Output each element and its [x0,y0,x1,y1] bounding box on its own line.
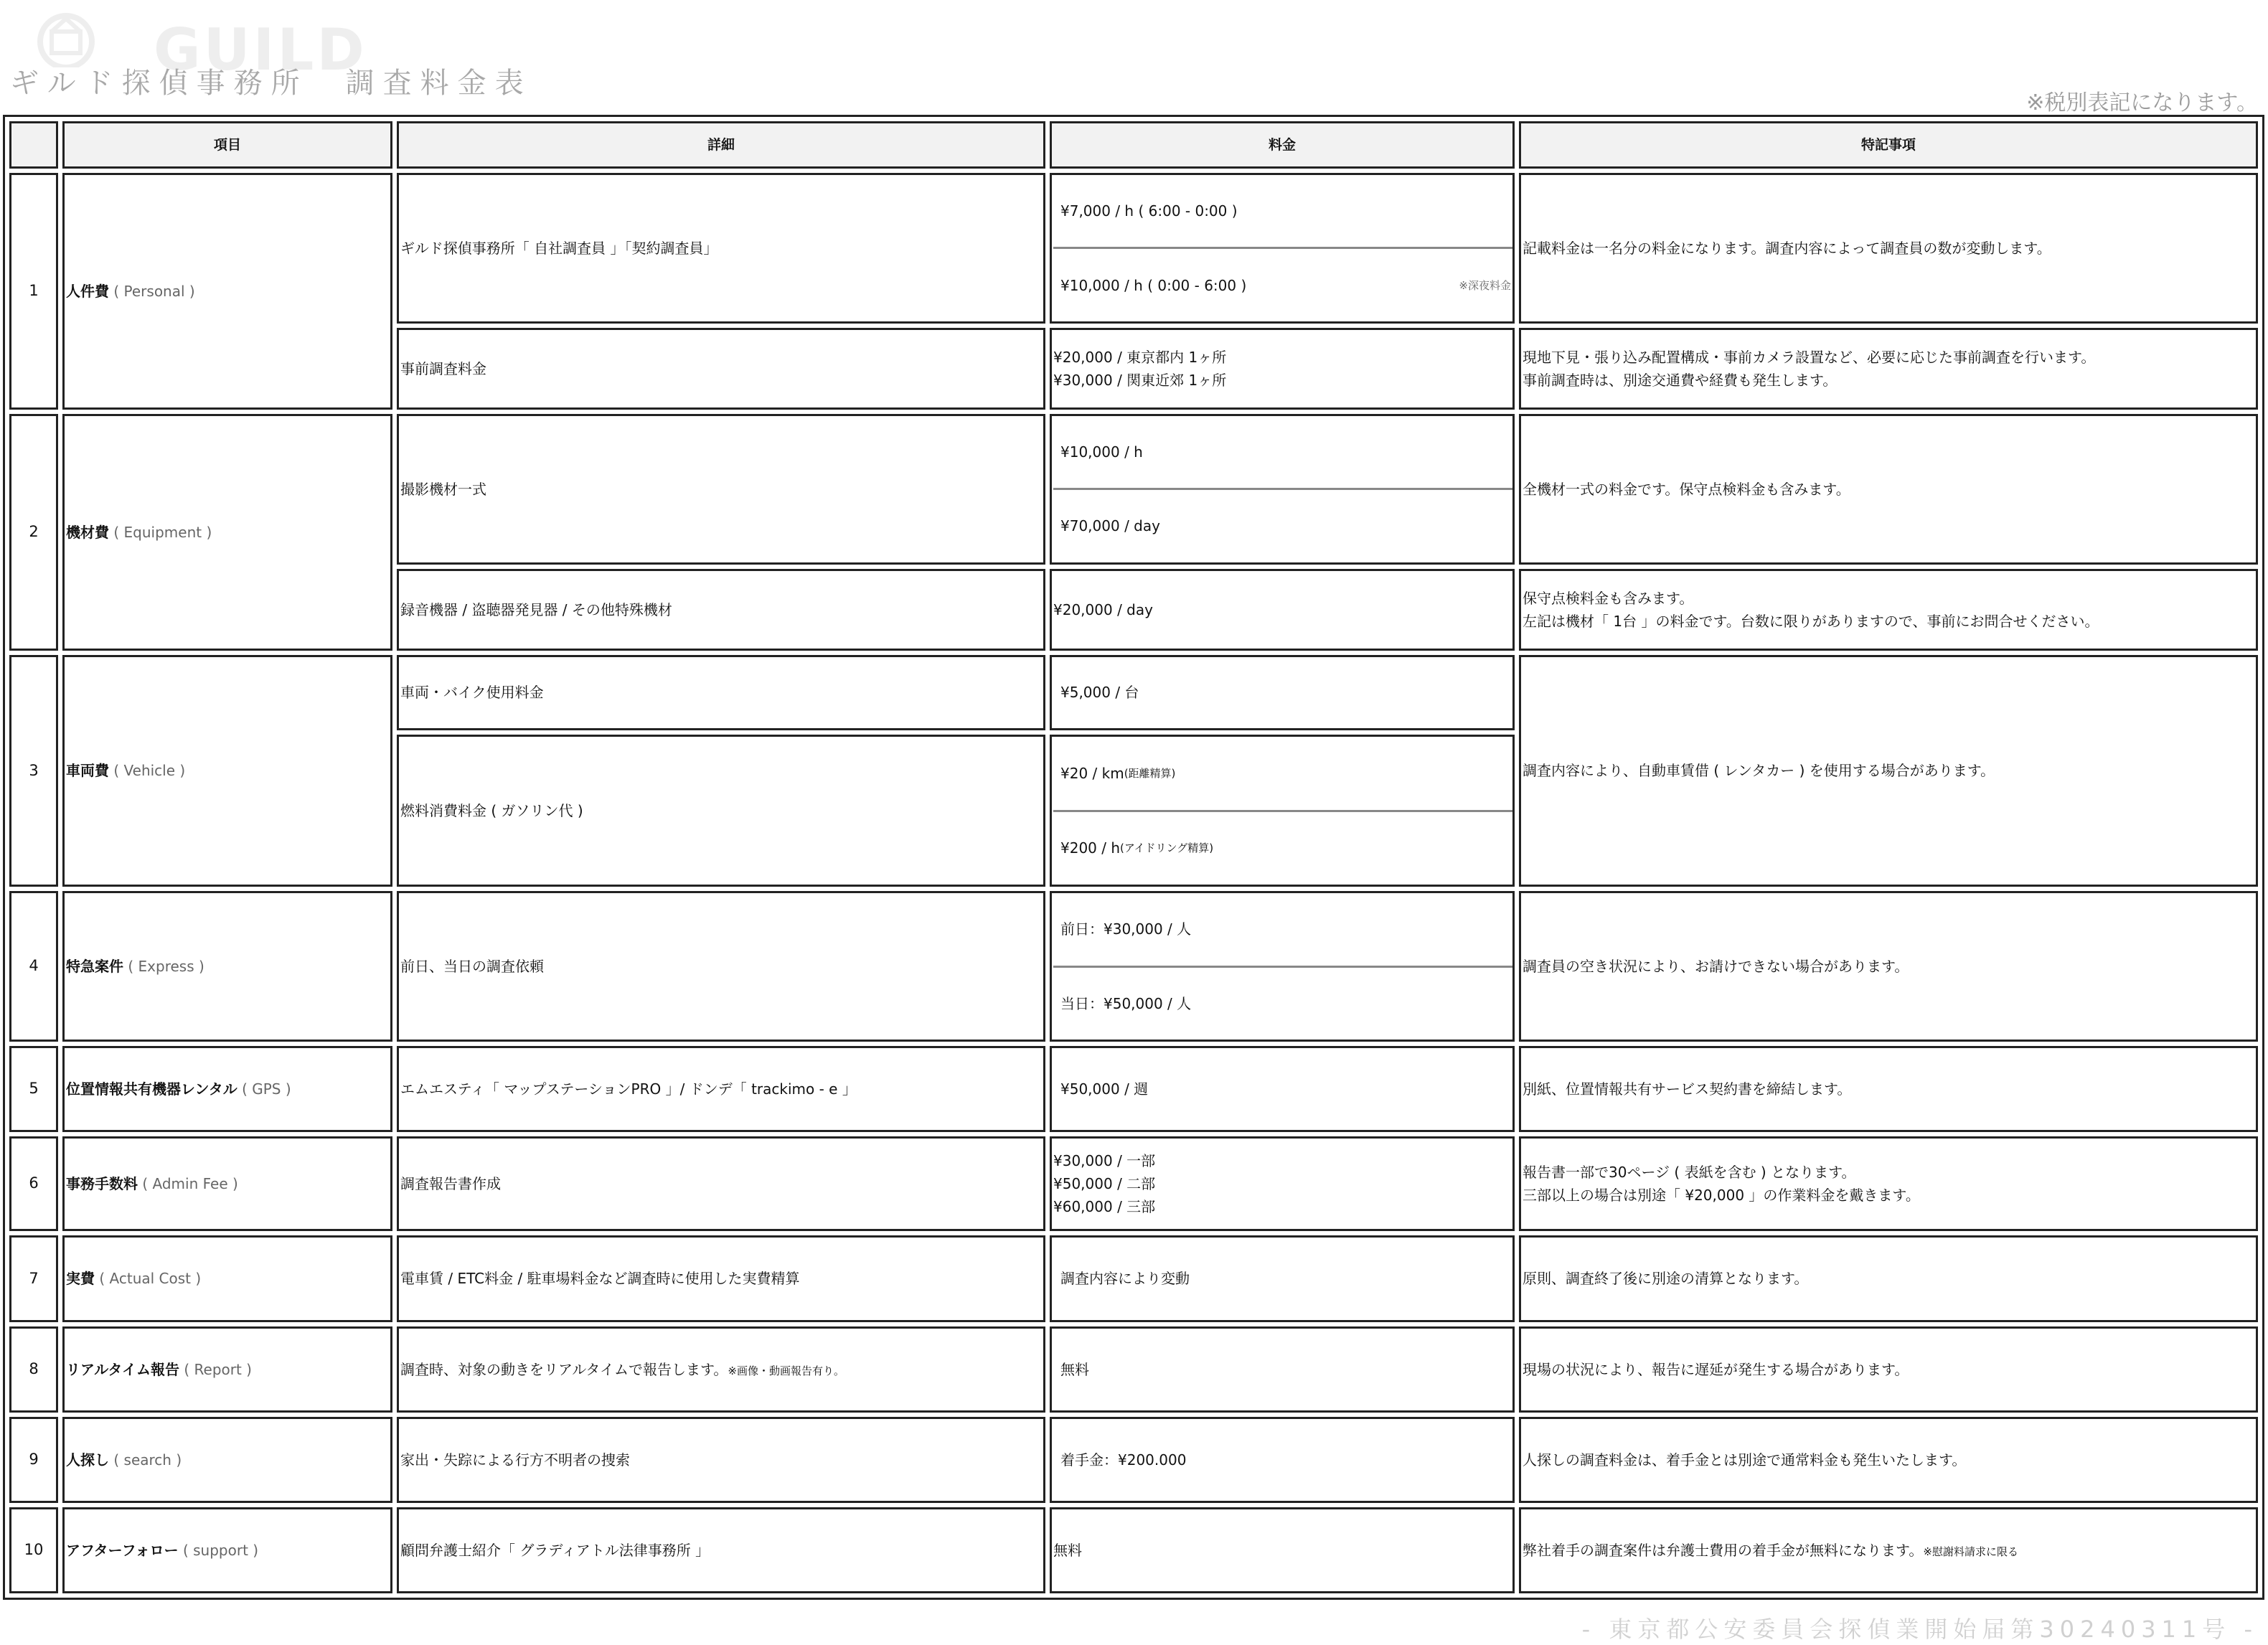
table-row [9,414,2258,565]
note-line: 左記は機材「 1台 」の料金です。台数に限りがありますので、事前にお問合せください。 [1523,612,2099,630]
fee-value: ¥20 / km [1060,765,1124,783]
header-row [9,121,2258,169]
note-cell: 調査内容により、自動車賃借 ( レンタカー ) を使用する場合があります。 [1519,655,2258,887]
row-number: 2 [9,414,58,651]
fee-value: ¥10,000 / h [1060,443,1143,461]
note-cell: 現場の状況により、報告に遅延が発生する場合があります。 [1519,1326,2258,1413]
detail-cell: エムエスティ「 マップステーションPRO 」/ ドンデ「 trackimo - e 」 [397,1046,1045,1132]
fee-cell [1050,1046,1515,1132]
fee-line [1053,810,1512,885]
fee-line [1053,966,1512,1040]
note-cell: 原則、調査終了後に別途の清算となります。 [1519,1235,2258,1321]
item-en: ( Admin Fee ) [142,1175,238,1193]
item-report [62,1326,392,1413]
table-row [9,655,2258,731]
fee-cell [1050,1235,1515,1321]
item-express [62,891,392,1042]
row-number: 4 [9,891,58,1042]
fee-cell [1050,414,1515,565]
item-label: 事務手数料 [66,1175,138,1193]
item-label: 特急案件 [66,958,123,976]
table-row [9,1507,2258,1593]
note-line: 現地下見・張り込み配置構成・事前カメラ設置など、必要に応じた事前調査を行います。 [1523,348,2096,366]
item-en: ( Personal ) [113,282,195,300]
row-number: 7 [9,1235,58,1321]
note-line: 報告書一部で30ページ ( 表紙を含む ) となります。 [1523,1164,1856,1182]
fee-line [1053,488,1512,562]
item-en: ( GPS ) [242,1080,291,1098]
table-row [9,1326,2258,1413]
item-label: 実費 [66,1270,95,1288]
table-row [9,1046,2258,1132]
fee-value: 当日：¥50,000 / 人 [1060,994,1192,1012]
item-en: ( Report ) [184,1360,252,1378]
fee-value: 着手金：¥200.000 [1060,1451,1187,1469]
fee-value: ¥50,000 / 週 [1060,1080,1149,1098]
item-en: ( Equipment ) [113,523,212,541]
note-cell: 調査員の空き状況により、お請けできない場合があります。 [1519,891,2258,1042]
item-en: ( Actual Cost ) [99,1270,202,1288]
item-label: アフターフォロー [66,1541,179,1559]
item-en: ( support ) [182,1541,259,1559]
fee-cell [1050,1326,1515,1413]
row-number: 5 [9,1046,58,1132]
table-row [9,1136,2258,1231]
item-label: 位置情報共有機器レンタル [66,1080,237,1098]
fee-value: ¥60,000 / 三部 [1053,1198,1156,1216]
fee-cell [1050,173,1515,324]
header-detail: 詳細 [397,121,1045,169]
row-number: 6 [9,1136,58,1231]
guild-logo [10,10,367,83]
fee-cell [1050,328,1515,410]
detail-cell: 調査報告書作成 [397,1136,1045,1231]
price-table [3,115,2264,1600]
fee-value: ¥7,000 / h ( 6:00 - 0:00 ) [1060,202,1238,220]
row-number: 3 [9,655,58,887]
detail-cell: 録音機器 / 盗聴器発見器 / その他特殊機材 [397,569,1045,651]
item-en: ( search ) [113,1451,182,1469]
row-number: 10 [9,1507,58,1593]
fee-cell [1050,655,1515,731]
detail-cell [397,1326,1045,1413]
fee-line [1053,175,1512,247]
table-row [9,1235,2258,1321]
item-label: 人件費 [66,282,109,300]
note-line: 三部以上の場合は別途「 ¥20,000 」の作業料金を戴きます。 [1523,1187,1920,1205]
detail-cell: 電車賃 / ETC料金 / 駐車場料金など調査時に使用した実費精算 [397,1235,1045,1321]
detail-cell: ギルド探偵事務所「 自社調査員 」「契約調査員」 [397,173,1045,324]
fee-value: ¥10,000 / h ( 0:00 - 6:00 ) [1060,276,1247,294]
item-gps [62,1046,392,1132]
fee-cell [1050,735,1515,887]
logo-mark-icon [23,10,131,67]
fee-cell [1050,891,1515,1042]
detail-cell: 家出・失踪による行方不明者の捜索 [397,1417,1045,1503]
fee-line [1053,737,1512,809]
item-label: 人探し [66,1451,109,1469]
fee-value: ¥5,000 / 台 [1060,684,1139,702]
fee-line [1053,416,1512,488]
night-fee-tag: ※深夜料金 [1459,278,1511,292]
note-cell [1519,1136,2258,1231]
fee-cell: ¥20,000 / day [1050,569,1515,651]
fee-value: ¥200 / h [1060,839,1121,857]
table-row [9,173,2258,324]
item-label: 車両費 [66,762,109,780]
note-subnote: ※慰謝料請求に限る [1923,1545,2018,1558]
fee-value: ¥30,000 / 一部 [1053,1152,1156,1170]
page-title: ギルド探偵事務所 調査料金表 [10,67,532,100]
note-cell: 別紙、位置情報共有サービス契約書を締結します。 [1519,1046,2258,1132]
detail-cell: 顧問弁護士紹介「 グラディアトル法律事務所 」 [397,1507,1045,1593]
fee-value: ¥30,000 / 関東近郊 1ヶ所 [1053,371,1227,389]
note-cell: 記載料金は一名分の料金になります。調査内容によって調査員の数が変動します。 [1519,173,2258,324]
item-en: ( Express ) [128,958,204,976]
detail-text: 調査時、対象の動きをリアルタイムで報告します。 [400,1360,728,1378]
item-support [62,1507,392,1593]
note-cell [1519,1507,2258,1593]
fee-value: 前日：¥30,000 / 人 [1060,920,1192,938]
header-fee: 料金 [1050,121,1515,169]
row-number: 9 [9,1417,58,1503]
fee-subnote: (距離精算) [1124,767,1176,781]
note-cell: 全機材一式の料金です。保守点検料金も含みます。 [1519,414,2258,565]
detail-cell: 前日、当日の調査依頼 [397,891,1045,1042]
table-row [9,1417,2258,1503]
detail-subnote: ※画像・動画報告有り。 [728,1364,844,1377]
fee-subnote: (アイドリング精算) [1120,842,1214,855]
header-item: 項目 [62,121,392,169]
note-cell [1519,569,2258,651]
header-note: 特記事項 [1519,121,2258,169]
row-number: 8 [9,1326,58,1413]
fee-cell [1050,1136,1515,1231]
detail-cell: 撮影機材一式 [397,414,1045,565]
note-text: 弊社着手の調査案件は弁護士費用の着手金が無料になります。 [1523,1541,1924,1559]
item-personal [62,173,392,410]
row-number: 1 [9,173,58,410]
item-label: リアルタイム報告 [66,1360,179,1378]
table-row [9,891,2258,1042]
item-equipment [62,414,392,651]
item-actual-cost [62,1235,392,1321]
fee-cell: 無料 [1050,1507,1515,1593]
note-line: 事前調査時は、別途交通費や経費も発生します。 [1523,371,1838,389]
note-line: 保守点検料金も含みます。 [1523,589,1694,607]
detail-cell: 事前調査料金 [397,328,1045,410]
fee-value: 調査内容により変動 [1060,1270,1190,1288]
registration-footer: - 東京都公安委員会探偵業開始届第30240311号 - [1581,1616,2258,1643]
item-admin-fee [62,1136,392,1231]
logo-text: GUILD [154,17,367,83]
item-label: 機材費 [66,523,109,541]
item-vehicle [62,655,392,887]
fee-line [1053,893,1512,965]
fee-line [1053,247,1512,321]
fee-value: ¥50,000 / 二部 [1053,1175,1156,1193]
header-num [9,121,58,169]
item-search [62,1417,392,1503]
note-cell: 人探しの調査料金は、着手金とは別途で通常料金も発生いたします。 [1519,1417,2258,1503]
detail-cell: 燃料消費料金 ( ガソリン代 ) [397,735,1045,887]
fee-value: 無料 [1060,1360,1089,1378]
tax-note: ※税別表記になります。 [2026,90,2258,116]
fee-value: ¥70,000 / day [1060,517,1160,535]
fee-value: ¥20,000 / 東京都内 1ヶ所 [1053,348,1227,366]
item-en: ( Vehicle ) [113,762,186,780]
note-cell [1519,328,2258,410]
detail-cell: 車両・バイク使用料金 [397,655,1045,731]
fee-cell [1050,1417,1515,1503]
